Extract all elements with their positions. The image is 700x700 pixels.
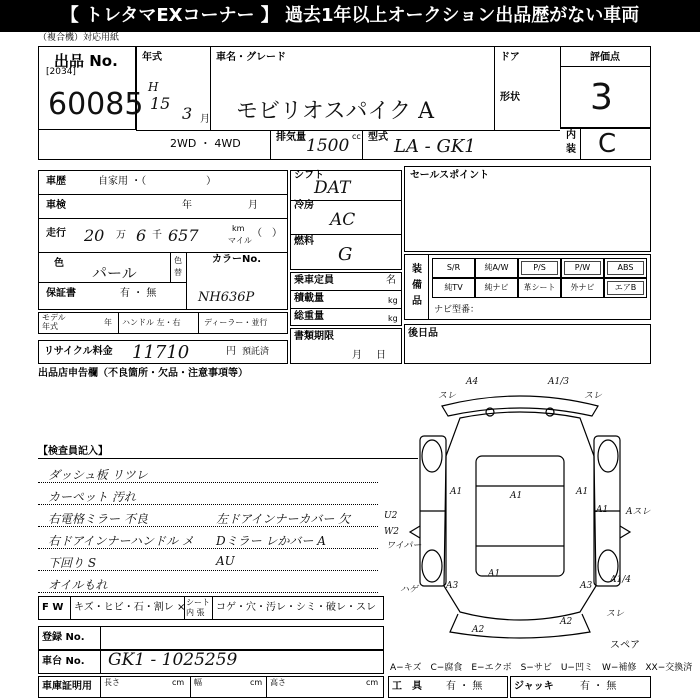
year-month-unit: 月 xyxy=(200,114,210,125)
equipment-cell: 純A/W xyxy=(475,258,518,278)
equipment-label-1: 装 xyxy=(412,264,422,275)
equipment-cell: 純TV xyxy=(432,278,475,298)
capacity-unit: 名 xyxy=(386,275,396,286)
fuel-value: G xyxy=(338,244,353,265)
diagram-mark: W2 xyxy=(384,527,399,537)
shift-label: シフト xyxy=(294,170,324,181)
displacement-label: 排気量 xyxy=(276,132,306,143)
inspector-note: 右ドアインナーハンドル メ xyxy=(48,534,194,548)
diagram-mark: A1 xyxy=(488,569,501,579)
tools-label: 工 具 xyxy=(392,681,422,692)
diagram-mark: A1/4 xyxy=(610,575,631,585)
diagram-mark: Aスレ xyxy=(626,507,651,517)
inspector-note-right: AU xyxy=(216,554,235,568)
equipment-label-3: 品 xyxy=(412,296,422,307)
model-year-year: 年 xyxy=(104,318,112,327)
equipment-cell: 外ナビ xyxy=(561,278,604,298)
weight-unit: kg xyxy=(388,314,398,323)
doc-due-label: 書類期限 xyxy=(294,331,334,342)
chassis-label: 車台 No. xyxy=(42,656,85,667)
equipment-navi: ナビ型番： xyxy=(434,305,480,315)
model-year-label-1: モデル xyxy=(42,313,66,322)
door-label: ドア xyxy=(500,52,520,63)
mileage-unit-mile: マイル xyxy=(228,236,252,245)
color-label: 色 xyxy=(54,258,64,269)
year-year: 15 xyxy=(150,94,171,113)
warranty-label: 保証書 xyxy=(46,288,76,299)
color-value: パール xyxy=(92,264,137,282)
diagram-mark: A1 xyxy=(510,491,523,501)
shape-label: 形状 xyxy=(500,92,520,103)
cert-label: 車庫証明用 xyxy=(42,681,92,692)
load-unit: kg xyxy=(388,296,398,305)
equipment-cell: ABS xyxy=(604,258,647,278)
displacement-unit: cc xyxy=(352,132,361,141)
capacity-label: 乗車定員 xyxy=(294,275,334,286)
inspector-note: 下回り S xyxy=(48,556,97,570)
recycle-unit: 円 xyxy=(226,346,236,357)
lot-small-no: [2034] xyxy=(46,67,76,77)
diagram-mark: A1 xyxy=(596,505,609,515)
interior-label-2: 装 xyxy=(566,144,576,155)
diagram-mark: A1 xyxy=(450,487,463,497)
diagram-mark: A2 xyxy=(560,617,573,627)
year-label: 年式 xyxy=(142,52,162,63)
model-year-label-2: 年式 xyxy=(42,322,58,331)
year-month: 3 xyxy=(182,104,193,123)
post-install-label: 後日品 xyxy=(408,328,438,339)
history-value: 自家用 ・（ ） xyxy=(98,176,217,187)
equipment-cell: S/R xyxy=(432,258,475,278)
lot-number: 60085 xyxy=(48,87,144,122)
car-name-value: モビリオスパイク A xyxy=(236,99,435,124)
registration-row xyxy=(38,626,384,650)
cert-h-cm: cm xyxy=(366,678,379,687)
equipment-cell: P/W xyxy=(561,258,604,278)
diagram-mark: ワイパー xyxy=(386,541,422,551)
tools-value: 有 ・ 無 xyxy=(446,681,483,692)
model-label: 型式 xyxy=(368,132,388,143)
equipment-cell: 革シート xyxy=(518,278,561,298)
cert-h: 高さ xyxy=(270,678,286,687)
interior-value: C xyxy=(598,129,617,159)
chassis-value: GK1 - 1025259 xyxy=(108,650,238,670)
diagram-mark: A2 xyxy=(472,625,485,635)
cert-l: 長さ xyxy=(104,678,120,687)
fuel-label: 燃料 xyxy=(294,236,314,247)
year-era: H xyxy=(148,80,159,94)
inspector-note-right: Dミラー レかバー A xyxy=(216,534,326,548)
legend: A−キズ C−腐食 E−エクボ S−サビ U−凹ミ W−補修 XX−交換済 xyxy=(390,663,693,673)
recycle-note: 預託済 xyxy=(242,347,270,357)
declaration-label: 出品店申告欄（不良箇所・欠品・注意事項等） xyxy=(38,368,248,379)
color-change-2: 替 xyxy=(174,268,182,277)
banner-text: 【 トレタマEXコーナー 】 過去1年以上オークション出品歴がない車両 xyxy=(60,5,640,26)
banner xyxy=(0,0,700,32)
drive-text: 2WD ・ 4WD xyxy=(170,137,241,150)
diagram-mark: スレ xyxy=(438,391,457,401)
fw-label: F W xyxy=(42,602,64,613)
sales-point-label: セールスポイント xyxy=(410,170,490,181)
model-value: LA - GK1 xyxy=(394,136,476,157)
lot-label: 出品 No. xyxy=(54,52,118,70)
car-name-label: 車名・グレード xyxy=(216,52,286,63)
jack-value: 有 ・ 無 xyxy=(580,681,617,692)
diagram-mark: A3 xyxy=(446,581,459,591)
mileage-unit-km: km xyxy=(232,224,245,233)
model-year-dealer: ディーラー・並行 xyxy=(204,318,268,327)
diagram-spare: スペア xyxy=(610,640,640,651)
score-value: 3 xyxy=(590,77,613,118)
mileage-v3: 657 xyxy=(168,226,199,245)
score-label: 評価点 xyxy=(590,52,620,63)
color-no-value: NH636P xyxy=(198,290,255,305)
registration-label: 登録 No. xyxy=(42,632,85,643)
equipment-label-2: 備 xyxy=(412,280,422,291)
model-year-handle: ハンドル 左・右 xyxy=(122,318,181,327)
inspector-note-right: 左ドアインナーカバー 欠 xyxy=(216,512,351,526)
equipment-cell: エアB xyxy=(604,278,647,298)
post-install-box xyxy=(404,324,651,364)
diagram-mark: スレ xyxy=(606,609,625,619)
inspector-note: カーペット 汚れ xyxy=(48,490,136,504)
car-damage-diagram xyxy=(380,376,670,646)
weight-label: 総重量 xyxy=(294,311,324,322)
equipment-cell: P/S xyxy=(518,258,561,278)
cert-w: 幅 xyxy=(194,678,202,687)
diagram-mark: A1/3 xyxy=(548,377,569,387)
inspection-label: 車検 xyxy=(46,200,66,211)
aircon-label: 冷房 xyxy=(294,200,314,211)
recycle-value: 11710 xyxy=(132,342,190,363)
fw-text2: コゲ・穴・汚レ・シミ・破レ・スレ xyxy=(216,602,376,613)
interior-label-1: 内 xyxy=(566,130,576,141)
shift-value: DAT xyxy=(314,178,351,198)
sub-note: （複合機）対応用紙 xyxy=(38,33,120,43)
mileage-v1: 20 xyxy=(84,226,105,245)
aircon-value: AC xyxy=(330,210,356,230)
inspection-year: 年 xyxy=(182,200,192,211)
inspector-note: オイルもれ xyxy=(48,578,108,592)
inspector-label: 【検査員記入】 xyxy=(38,446,108,457)
load-label: 積載量 xyxy=(294,293,324,304)
mileage-u1: 万 xyxy=(116,230,126,241)
cert-l-cm: cm xyxy=(172,678,185,687)
diagram-mark: A1 xyxy=(576,487,589,497)
mileage-v2: 6 xyxy=(136,226,147,245)
equipment-cell: 純ナビ xyxy=(475,278,518,298)
fw-seat-1: シート xyxy=(186,598,210,607)
diagram-mark: A4 xyxy=(466,377,479,387)
inspector-note: 右電格ミラー 不良 xyxy=(48,512,148,526)
displacement-value: 1500 xyxy=(306,136,350,156)
mileage-paren: （ ） xyxy=(252,228,282,239)
color-change-1: 色 xyxy=(174,256,182,265)
mileage-label: 走行 xyxy=(46,228,66,239)
inspector-note: ダッシュ板 リツレ xyxy=(48,468,148,482)
jack-label: ジャッキ xyxy=(514,681,554,692)
diagram-mark: U2 xyxy=(384,511,398,521)
history-label: 車歴 xyxy=(46,176,66,187)
diagram-mark: A3 xyxy=(580,581,593,591)
mileage-u2: 千 xyxy=(152,230,162,241)
diagram-mark: ハゲ xyxy=(400,585,419,595)
inspection-month: 月 xyxy=(248,200,258,211)
doc-due-unit: 月日 xyxy=(352,350,400,361)
warranty-value: 有 ・ 無 xyxy=(120,288,157,299)
recycle-label: リサイクル料金 xyxy=(44,346,113,357)
fw-text: キズ・ヒビ・石・割レ × xyxy=(74,602,186,613)
color-no-label: カラーNo. xyxy=(212,254,262,265)
cert-w-cm: cm xyxy=(250,678,263,687)
fw-seat-2: 内 張 xyxy=(186,608,205,617)
diagram-mark: スレ xyxy=(584,391,603,401)
